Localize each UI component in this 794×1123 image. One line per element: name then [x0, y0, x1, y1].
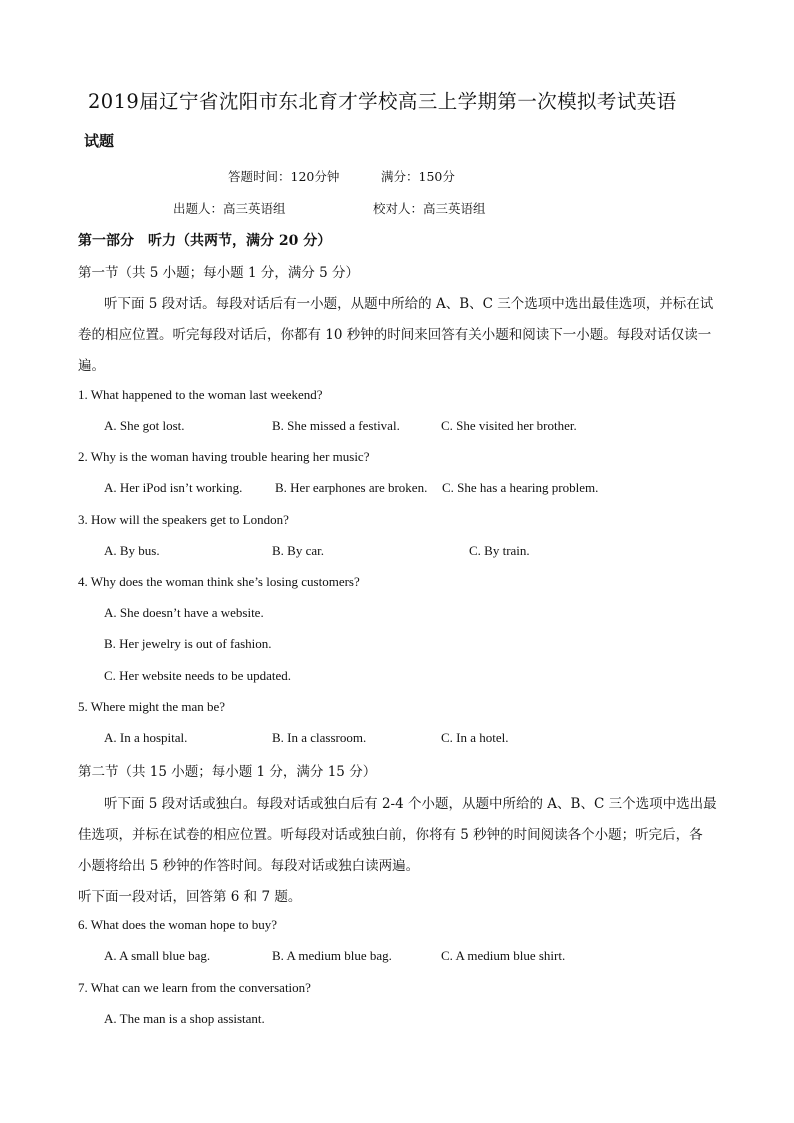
option-a: A. By bus. [104, 543, 160, 558]
option-b: B. She missed a festival. [272, 418, 400, 433]
option-b: B. Her earphones are broken. [275, 480, 428, 495]
option-c: C. She has a hearing problem. [442, 480, 599, 495]
option-b: B. In a classroom. [272, 730, 367, 745]
section2-instruction-line: 佳选项，并标在试卷的相应位置。听每段对话或独白前，你将有 5 秒钟的时间阅读各个小题；听完后，各 [78, 827, 703, 843]
option-b: B. By car. [272, 543, 324, 558]
section2-instruction-line: 小题将给出 5 秒钟的作答时间。每段对话或独白读两遍。 [78, 858, 420, 874]
part1-heading: 第一部分 听力（共两节，满分 20 分） [78, 233, 332, 249]
option-b: B. Her jewelry is out of fashion. [104, 636, 272, 651]
question-7: 7. What can we learn from the conversation? [78, 980, 311, 995]
option-a: A. The man is a shop assistant. [104, 1011, 265, 1026]
question-4: 4. Why does the woman think she’s losing customers? [78, 574, 360, 589]
question-setter: 出题人：高三英语组 [173, 201, 286, 216]
exam-time: 答题时间：120分钟 [228, 169, 340, 184]
option-a: A. Her iPod isn’t working. [104, 480, 243, 495]
option-a: A. She got lost. [104, 418, 185, 433]
option-a: A. She doesn’t have a website. [104, 605, 264, 620]
option-a: A. In a hospital. [104, 730, 188, 745]
question-2: 2. Why is the woman having trouble hearing her music? [78, 449, 370, 464]
option-c: C. She visited her brother. [441, 418, 577, 433]
question-5: 5. Where might the man be? [78, 699, 226, 714]
question-6: 6. What does the woman hope to buy? [78, 917, 278, 932]
section1-instruction-line: 卷的相应位置。听完每段对话后，你都有 10 秒钟的时间来回答有关小题和阅读下一小题。每段对话仅读一 [78, 327, 712, 343]
option-c: C. In a hotel. [441, 730, 509, 745]
section1-instruction-line: 遍。 [78, 358, 105, 374]
exam-title-continued: 试题 [84, 132, 115, 150]
proof-checker: 校对人：高三英语组 [373, 201, 486, 216]
section1-instruction-line: 听下面 5 段对话。每段对话后有一小题，从题中所给的 A、B、C 三个选项中选出最佳选项，并标在试 [104, 296, 714, 312]
option-c: C. By train. [469, 543, 530, 558]
exam-title: 2019届辽宁省沈阳市东北育才学校高三上学期第一次模拟考试英语 [88, 90, 677, 113]
section1-heading: 第一节（共 5 小题；每小题 1 分，满分 5 分） [78, 265, 360, 281]
full-score: 满分：150分 [381, 169, 455, 184]
option-a: A. A small blue bag. [104, 948, 211, 963]
option-c: C. Her website needs to be updated. [104, 668, 292, 683]
option-c: C. A medium blue shirt. [441, 948, 566, 963]
question-3: 3. How will the speakers get to London? [78, 512, 289, 527]
section2-instruction-line: 听下面 5 段对话或独白。每段对话或独白后有 2-4 个小题，从题中所给的 A、B、C 三个选项中选出最 [104, 796, 717, 812]
option-b: B. A medium blue bag. [272, 948, 392, 963]
section2-heading: 第二节（共 15 小题；每小题 1 分，满分 15 分） [78, 764, 377, 780]
question-1: 1. What happened to the woman last weekend? [78, 387, 323, 402]
group-note: 听下面一段对话，回答第 6 和 7 题。 [78, 889, 302, 905]
